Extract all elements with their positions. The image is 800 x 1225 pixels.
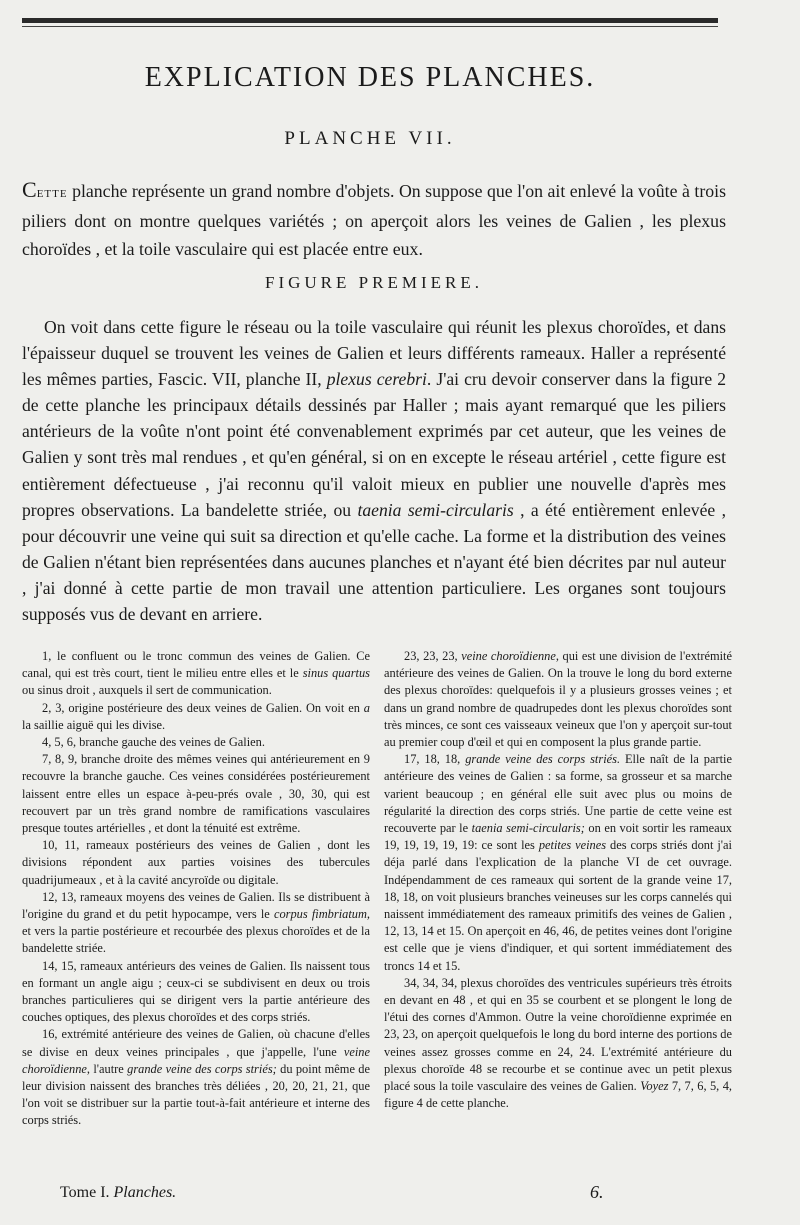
plate-subtitle: PLANCHE VII. (284, 128, 456, 149)
entry-text: ou sinus droit , auxquels il sert de communication. (22, 683, 272, 698)
figure-title: FIGURE PREMIERE. (265, 273, 483, 292)
entry-text: Elle naît de la partie antérieure des veines de Galien : sa forme, sa grosseur et sa marche varient beaucoup ; en général elle suit avec plus ou moins de régularité la direction des corps striés. Une partie de cette veine est recouverte par le (384, 752, 732, 836)
entry-text: 2, 3, origine postérieure des deux veines de Galien. On voit en (42, 700, 364, 715)
entry-italic: Voyez (640, 1079, 669, 1094)
entry-text: 34, 34, 34, plexus choroïdes des ventricules supérieurs très étroits en devant en 48 , et qui en 35 se courbent et se plongent le long de l'étui des cornes d'Ammon. Outre la veine choroïdienne exprimée en 23, 23, on aperçoit quelquefois le long du bord interne des portions de veines assez grosses comme en 24, 24. L'extrémité antérieure du plexus choroïde 48 se recourbe et se continue avec un petit plexus placé sous la toile vasculaire des veines de Galien. (384, 975, 732, 1094)
figure-text-2: . J'ai cru devoir conserver dans la figure 2 de cette planche les principaux détails dessinés par Haller ; mais ayant remarqué que les piliers antérieurs de la voûte n'ont point été convenablement exprimés par cet auteur, que les veines de Galien y sont très mal rendues , et qu'en général, si on en excepte le réseau artériel , cette figure est entièrement défectueuse , j'ai reconnu qu'il valoit mieux en publier une nouvelle d'après mes propres observations. La bandelette striée, ou (22, 369, 726, 520)
entry-text: , l'autre (86, 1061, 128, 1076)
entry-text: , qui est une division de l'extrémité antérieure des veines de Galien. On la trouve le long du bord externe des plexus choroïdes: quelquefois il y a plusieurs grosses veines ; et dans un grand nombre de quadrupedes dont les plexus choroïdes sont très minces, ce sont ces vaisseaux veineux que l'on y aperçoit sur-tout au premier coup d'œil et qui en composent la plus grande partie. (384, 649, 732, 750)
right-column (384, 648, 732, 1112)
legend-entry: 10, 11, rameaux postérieurs des veines de Galien , dont les divisions répondent aux parties voisines des tubercules quadrijumeaux , et à la cavité ancyroïde ou digitale. (22, 838, 370, 887)
top-rule-thin (22, 26, 718, 27)
page-number: 6. (590, 1182, 604, 1202)
legend-entry (384, 975, 732, 1113)
legend-entry (384, 751, 732, 975)
entry-text: on en voit sortir les rameaux 19, 19, 19, 19, 19: ce sont les (384, 821, 732, 853)
entry-italic: sinus quartus (302, 666, 370, 681)
legend-entry (22, 1026, 370, 1129)
entry-text: du point même de leur division naissent des branches très déliées , 20, 20, 21, 21, que l'on voit se distribuer sur la partie tout-à-fait antérieure et interne des corps striés. (22, 1061, 370, 1128)
top-rule-thick (22, 18, 718, 23)
intro-paragraph (22, 176, 726, 263)
entry-italic: corpus fimbriatum, (273, 907, 371, 922)
entry-text: des corps striés dont j'ai déja parlé dans l'explication de la planche VI de cet ouvrage. Indépendamment de ces rameaux qui sortent de la grande veine 17, 18, 18, on voit plusieurs branches veineuses sur les corps cannelés qui naissent immédiatement des rameaux primitifs des veines de Galien , 12, 13, 14 et 15. On aperçoit en 46, 46, de petites veines dont l'origine est celle que je viens d'indiquer, et qui sortent immédiatement des troncs 14 et 15. (384, 838, 732, 973)
entry-italic: veine choroïdienne (461, 649, 556, 663)
entry-text: 23, 23, 23, (404, 649, 462, 663)
entry-text: 17, 18, 18, (404, 752, 466, 767)
legend-entry (384, 648, 732, 751)
entry-italic: taenia semi-circularis; (471, 821, 585, 836)
figure-text-1: On voit dans cette figure le réseau ou la toile vasculaire qui réunit les plexus choroïdes, et dans l'épaisseur duquel se trouvent les veines de Galien et leurs différents rameaux. Haller a représenté les mêmes parties, Fascic. VII, planche II, (22, 317, 726, 390)
entry-text: la saillie aiguë qui les divise. (22, 717, 166, 732)
legend-entry: 14, 15, rameaux antérieurs des veines de Galien. Ils naissent tous en formant un angle aigu ; ceux-ci se subdivisent en deux ou trois branches particulieres qui se dirigent vers la partie antérieure des couches optiques, des plexus choroïdes et des corps striés. (22, 958, 370, 1025)
footer-volume-text: Tome I. (60, 1184, 114, 1201)
figure-text-italic-2: taenia semi-circularis (357, 499, 514, 520)
figure-text-3: , a été entièrement enlevée , pour découvrir une veine qui suit sa direction et qu'elle cache. La forme et la distribution des veines de Galien n'étant bien représentées dans aucunes planches et n'ayant été bien décrites par nul auteur , j'ai donné à cette partie de mon travail une attention particuliere. Les organes sont toujours supposés vus de devant en arriere. (22, 499, 726, 625)
entry-text: et vers la partie postérieure et recourbée des plexus choroïdes et de la bandelette striée. (22, 924, 370, 956)
entry-italic: grande veine des corps striés. (465, 752, 621, 767)
entry-text: 1, le confluent ou le tronc commun des veines de Galien. Ce canal, qui est très court, tient le milieu entre elles et le (22, 649, 370, 681)
intro-smallcaps: ette (36, 185, 68, 201)
footer-volume (60, 1184, 176, 1202)
legend-entry (22, 889, 370, 958)
left-column (22, 648, 370, 1130)
entry-italic: petites veines (538, 838, 607, 853)
page-title: EXPLICATION DES PLANCHES. (144, 62, 596, 93)
legend-entry: 7, 8, 9, branche droite des mêmes veines qui antérieurement en 9 recouvre la branche gauche. Ces veines considérées postérieurement laissent entre elles un espace à-peu-prés ovale , 30, 30, qui est recouvert par un très grand nombre de ramifications vasculaires presque toutes artérielles , et dont la ténuité est extrême. (22, 752, 370, 836)
entry-text: 7, 7, 6, 5, 4, figure 4 de cette planche. (384, 1079, 732, 1111)
legend-entry (22, 648, 370, 700)
figure-text-italic-1: plexus cerebri (326, 369, 427, 390)
footer-volume-italic: Planches. (113, 1184, 177, 1201)
legend-entry (22, 700, 370, 734)
dropcap: C (22, 177, 37, 202)
entry-text: 16, extrémité antérieure des veines de Galien, où chacune d'elles se divise en deux veines principales , que j'appelle, l'une (22, 1027, 370, 1059)
entry-italic: grande veine des corps striés; (127, 1061, 277, 1076)
entry-italic: a (363, 700, 370, 715)
entry-text: 12, 13, rameaux moyens des veines de Galien. Ils se distribuent à l'origine du grand et du petit hypocampe, vers le (22, 889, 370, 922)
entry-italic: veine choroïdienne (22, 1044, 370, 1076)
legend-entry: 4, 5, 6, branche gauche des veines de Galien. (42, 735, 265, 750)
figure-paragraph (22, 314, 726, 627)
intro-text: planche représente un grand nombre d'objets. On suppose que l'on ait enlevé la voûte à trois piliers dont on montre quelques variétés ; on aperçoit alors les veines de Galien , les plexus choroïdes , et la toile vasculaire qui est placée entre eux. (22, 181, 726, 259)
